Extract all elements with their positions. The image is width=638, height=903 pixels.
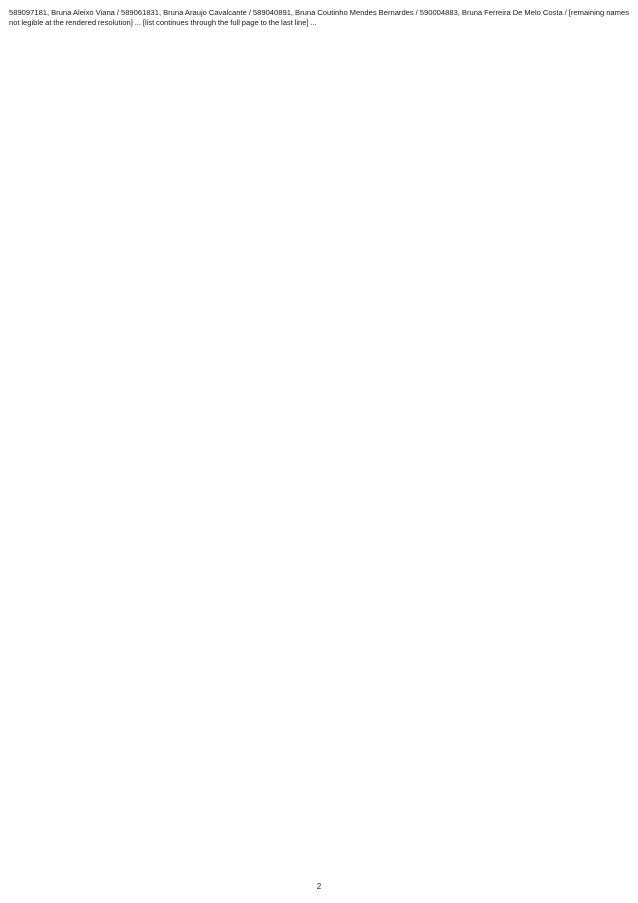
page-content bbox=[9, 8, 629, 880]
name-list-paragraph: 589097181, Bruna Aleixo Viana / 589061831, Bruna Araujo Cavalcante / 589040891, Bruna Coutinho Mendes Bernardes / 590004883, Bruna Ferreira De Melo Costa / [remaining names not legible at the rendered resolution] ... [list continues through the full page to the last line] ... bbox=[9, 8, 629, 28]
page-number: 2 bbox=[316, 882, 322, 891]
